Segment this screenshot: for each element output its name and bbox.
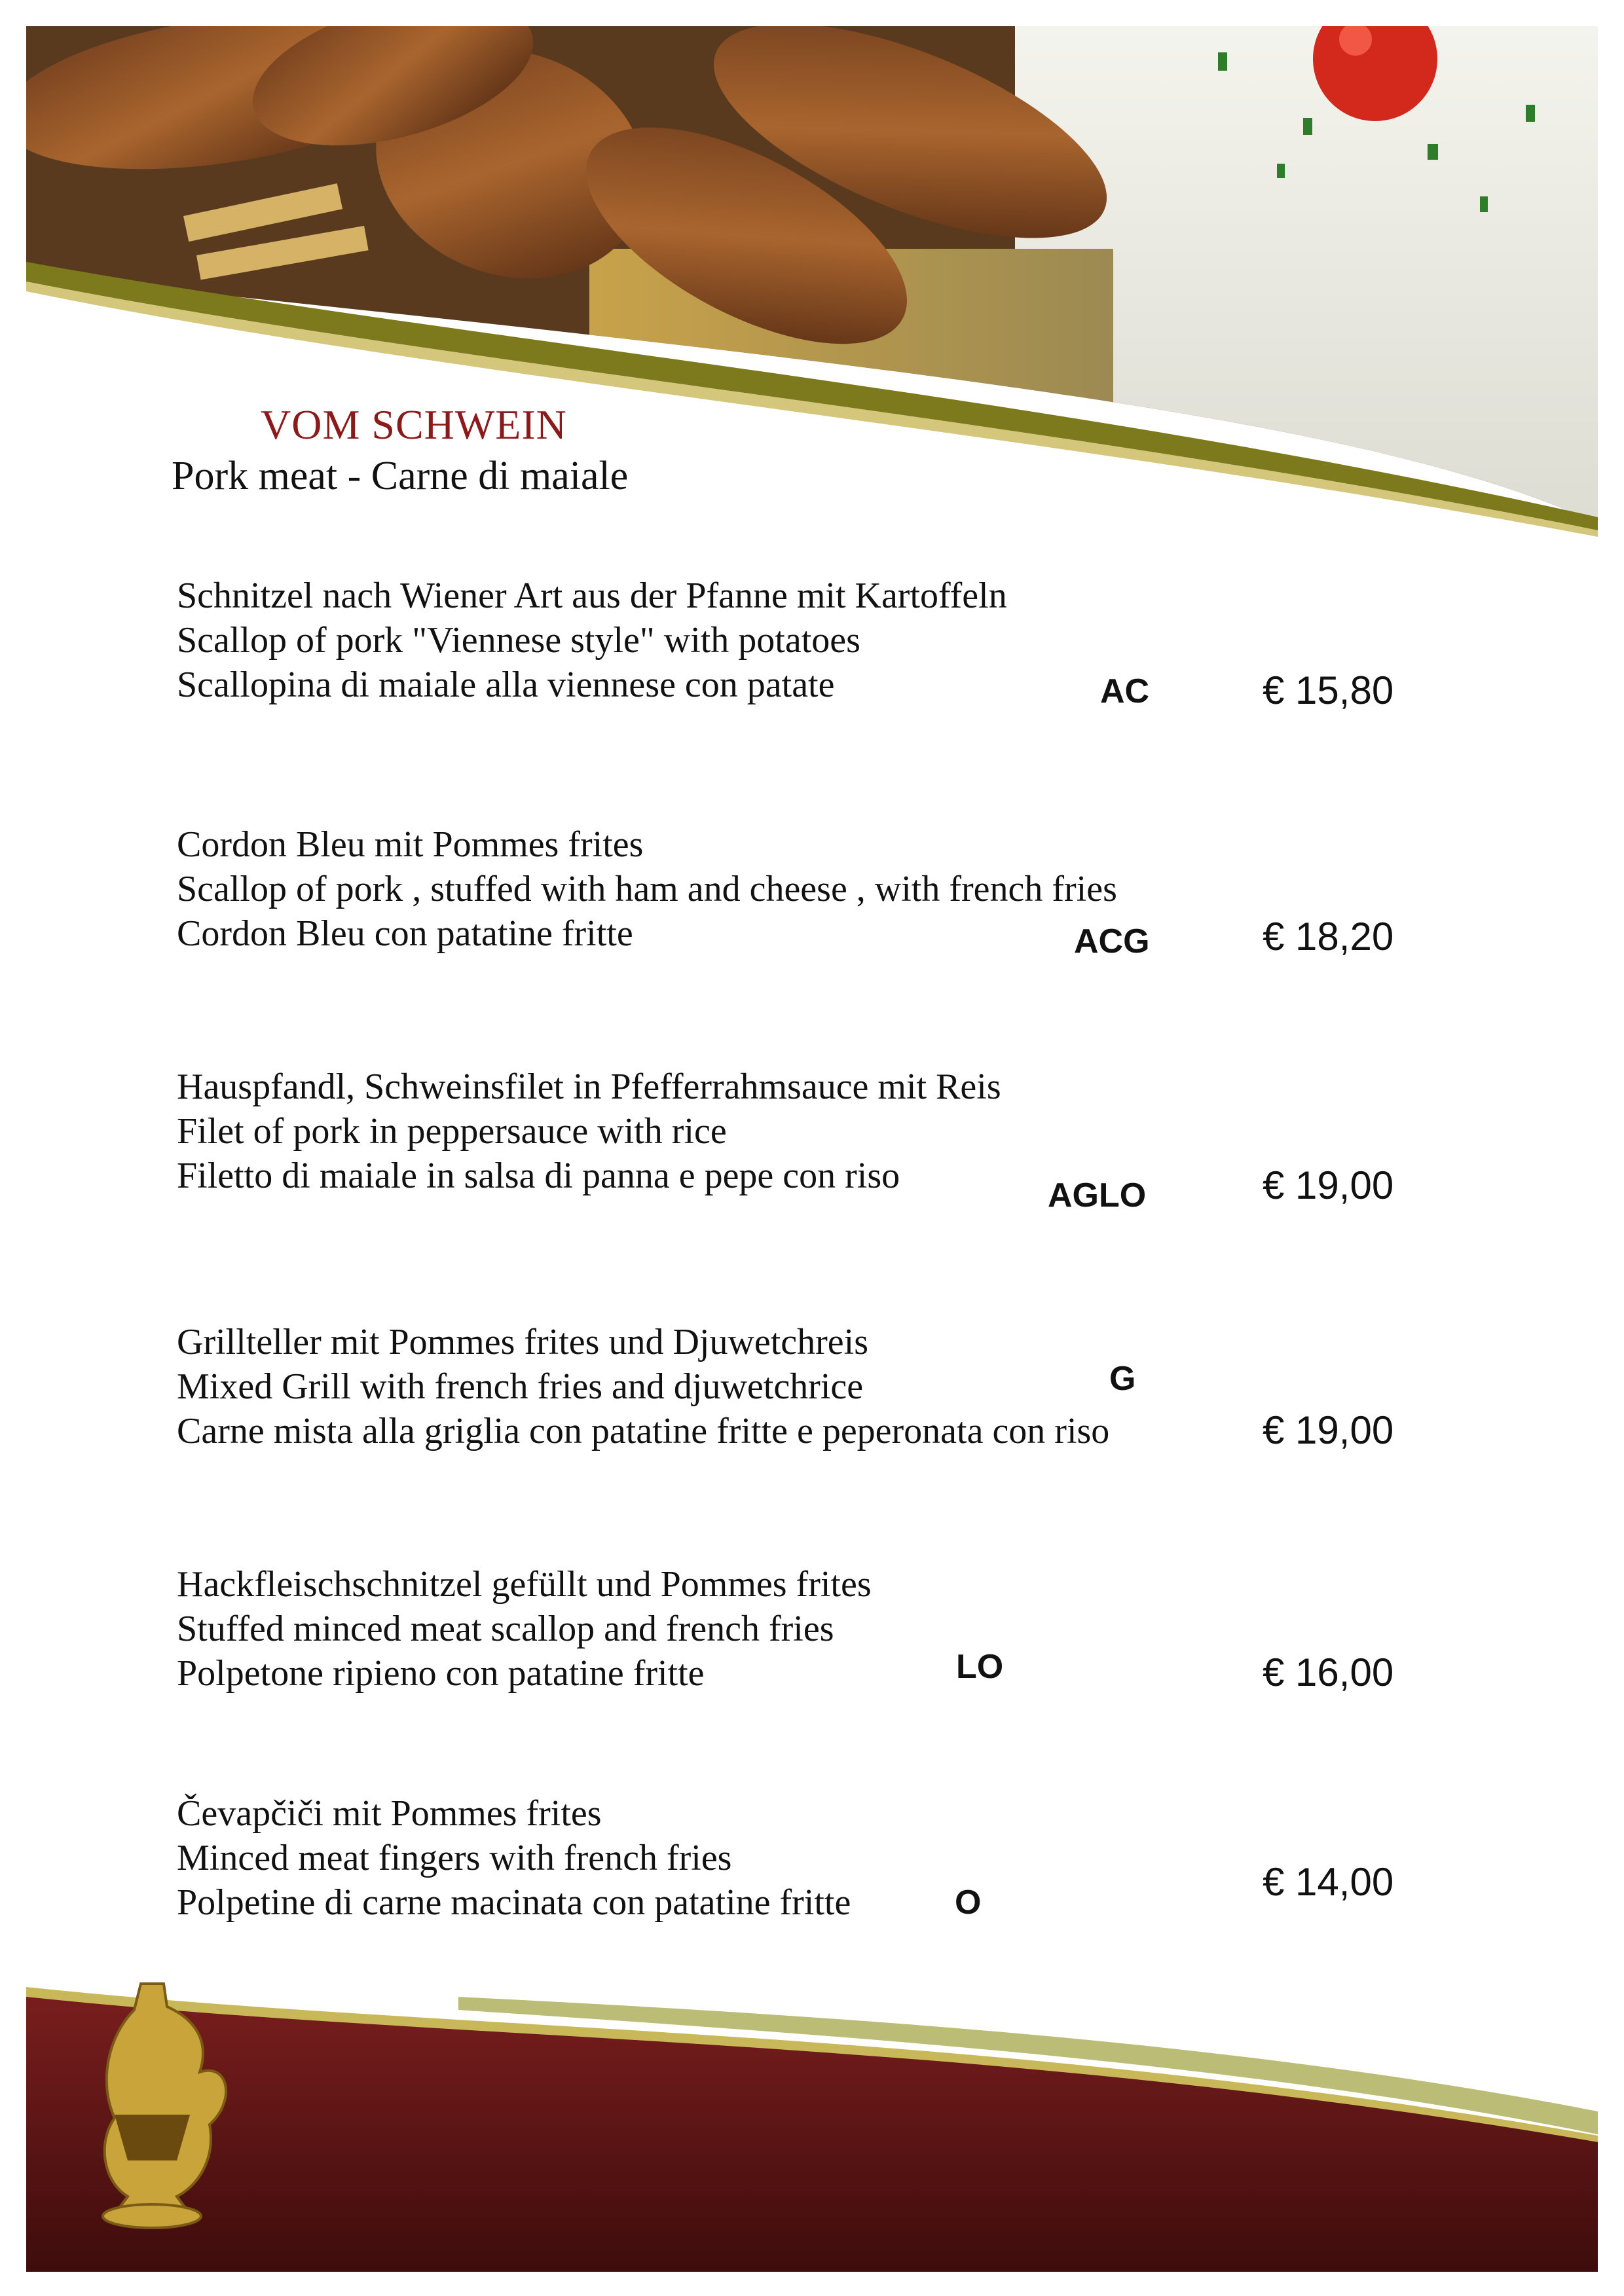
item-name-de: Schnitzel nach Wiener Art aus der Pfanne mit Kartoffeln (177, 575, 1007, 616)
item-name-it: Polpetine di carne macinata con patatine fritte (177, 1882, 851, 1923)
item-name-it: Scallopina di maiale alla viennese con patate (177, 665, 835, 705)
allergen-codes: LO (956, 1648, 1004, 1686)
allergen-codes: AC (1100, 672, 1150, 710)
item-name-it: Carne mista alla griglia con patatine fritte e peperonata con riso (177, 1411, 1110, 1451)
item-price: € 14,00 (1263, 1860, 1394, 1904)
item-name-de: Grillteller mit Pommes frites und Djuwetchreis (177, 1322, 869, 1362)
item-name-en: Filet of pork in peppersauce with rice (177, 1111, 727, 1152)
item-name-de: Cordon Bleu mit Pommes frites (177, 824, 644, 865)
menu-item (177, 1791, 1486, 1925)
item-name-en: Scallop of pork , stuffed with ham and cheese , with french fries (177, 869, 1117, 909)
section-title: VOM SCHWEIN (261, 401, 567, 448)
allergen-codes: G (1109, 1360, 1136, 1398)
item-price: € 18,20 (1263, 915, 1394, 958)
section-subtitle: Pork meat - Carne di maiale (172, 454, 629, 498)
item-name-en: Scallop of pork "Viennese style" with potatoes (177, 620, 860, 661)
item-price: € 19,00 (1263, 1408, 1394, 1452)
item-price: € 16,00 (1263, 1650, 1394, 1694)
item-name-de: Hauspfandl, Schweinsfilet in Pfefferrahmsauce mit Reis (177, 1066, 1001, 1107)
item-name-en: Stuffed minced meat scallop and french fries (177, 1609, 834, 1649)
item-name-it: Cordon Bleu con patatine fritte (177, 913, 633, 954)
item-name-de: Čevapčiči mit Pommes frites (177, 1793, 602, 1834)
item-name-en: Minced meat fingers with french fries (177, 1838, 732, 1878)
allergen-codes: AGLO (1048, 1176, 1147, 1214)
item-name-it: Polpetone ripieno con patatine fritte (177, 1653, 705, 1694)
item-name-en: Mixed Grill with french fries and djuwetchrice (177, 1366, 864, 1407)
item-price: € 19,00 (1263, 1163, 1394, 1207)
item-name-it: Filetto di maiale in salsa di panna e pepe con riso (177, 1156, 900, 1196)
item-name-de: Hackfleischschnitzel gefüllt und Pommes frites (177, 1564, 872, 1605)
item-price: € 15,80 (1263, 668, 1394, 712)
allergen-codes: ACG (1074, 922, 1150, 960)
allergen-codes: O (955, 1884, 982, 1922)
